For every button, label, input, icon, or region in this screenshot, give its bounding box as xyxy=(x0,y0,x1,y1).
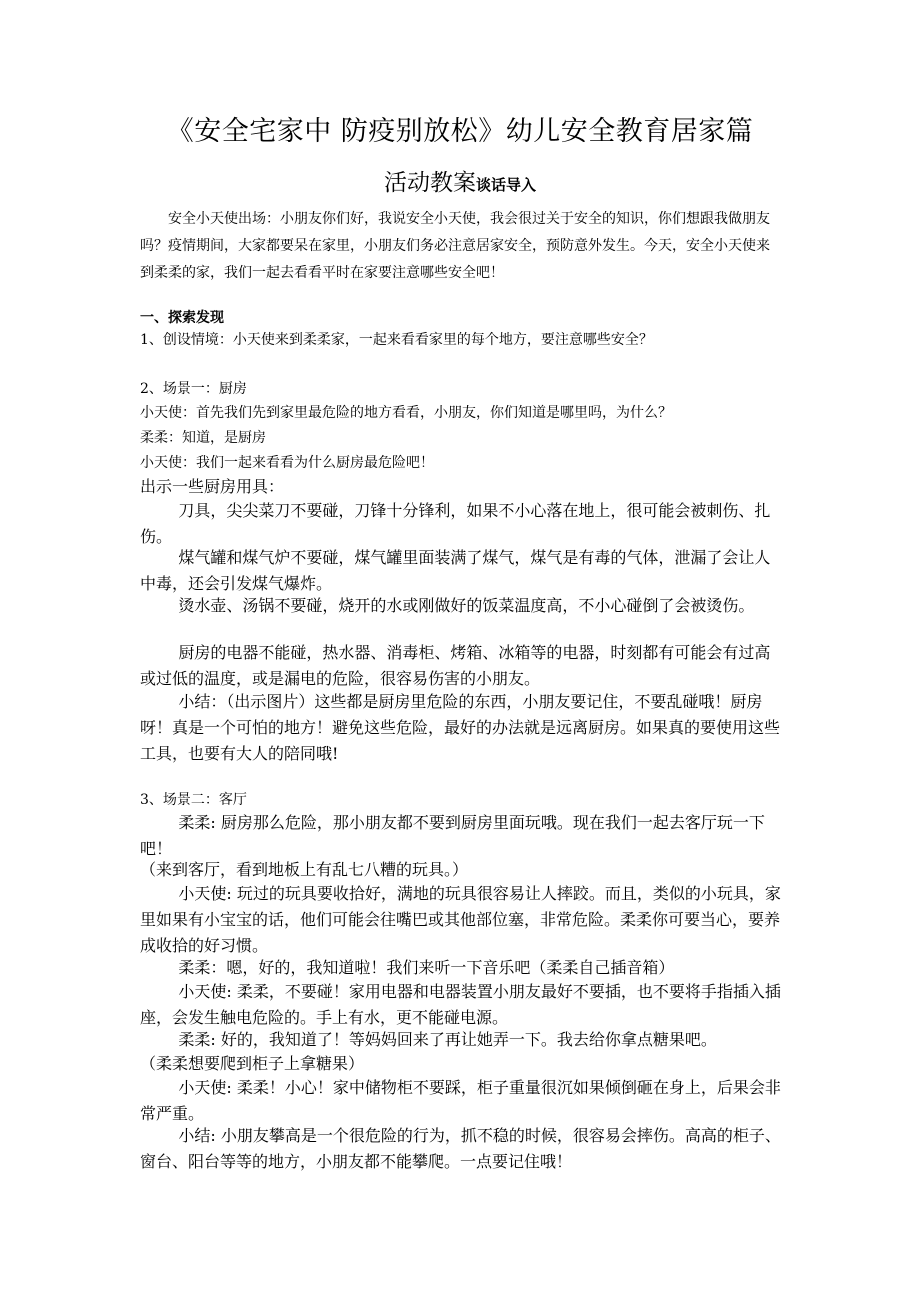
scene1-dialog-1: 小天使：首先我们先到家里最危险的地方看看，小朋友，你们知道是哪里吗，为什么？ xyxy=(140,405,672,421)
subtitle-main: 活动教案 xyxy=(383,170,476,196)
scene1-paragraph-knife: 刀具，尖尖菜刀不要碰，刀锋十分锋利，如果不小心落在地上，很可能会被刺伤、扎伤。 xyxy=(140,501,771,546)
scene2-paragraph-1: 柔柔: 厨房那么危险，那小朋友都不要到厨房里面玩哦。现在我们一起去客厅玩一下吧！ xyxy=(140,813,765,858)
scene1-summary: 小结：（出示图片）这些都是厨房里危险的东西，小朋友要记住，不要乱碰哦！厨房呀！真是一个可怕的地方！避免这些危险，最好的办法就是远离厨房。如果真的要使用这些工具，也要有大人的陪同哦! xyxy=(140,692,781,763)
subtitle-sub: 谈话导入 xyxy=(475,176,536,194)
scene2-paragraph-8: 小天使: 柔柔！小心！家中储物柜不要踩，柜子重量很沉如果倾倒砸在身上，后果会非常严重。 xyxy=(140,1078,781,1123)
scene1-dialog-3: 小天使：我们一起来看看为什么厨房最危险吧！ xyxy=(140,455,434,471)
scene2-paragraph-3: 小天使: 玩过的玩具要收拾好，满地的玩具很容易让人摔跤。而且，类似的小玩具，家里如果有小宝宝的话，他们可能会往嘴巴或其他部位塞，非常危险。柔柔你可要当心，要养成收拾的好习惯。 xyxy=(140,884,781,955)
scene2-summary: 小结: 小朋友攀高是一个很危险的行为，抓不稳的时候，很容易会摔伤。高高的柜子、窗台、阳台等等的地方，小朋友都不能攀爬。一点要记住哦！ xyxy=(140,1126,781,1171)
scene1-paragraph-appliances: 厨房的电器不能碰，热水器、消毒柜、烤箱、冰箱等的电器，时刻都有可能会有过高或过低的温度，或是漏电的危险，很容易伤害的小朋友。 xyxy=(140,643,771,688)
situation-item: 1、创设情境：小天使来到柔柔家，一起来看看家里的每个地方，要注意哪些安全？ xyxy=(140,332,653,348)
scene1-show: 出示一些厨房用具： xyxy=(140,477,285,496)
scene1-paragraph-kettle: 烫水壶、汤锅不要碰，烧开的水或刚做好的饭菜温度高，不小心碰倒了会被烫伤。 xyxy=(178,596,755,615)
scene2-paragraph-2: （来到客厅，看到地板上有乱七八糟的玩具。） xyxy=(140,860,469,879)
scene1-heading: 2、场景一：厨房 xyxy=(140,381,247,397)
document-subtitle xyxy=(0,165,920,203)
scene2-paragraph-4: 柔柔：嗯，好的，我知道啦！我们来听一下音乐吧（柔柔自己插音箱） xyxy=(178,958,675,977)
scene1-dialog-2: 柔柔：知道，是厨房 xyxy=(140,430,266,446)
document-title: 《安全宅家中 防疫别放松》幼儿安全教育居家篇 xyxy=(166,116,754,147)
scene1-paragraph-gas: 煤气罐和煤气炉不要碰，煤气罐里面装满了煤气，煤气是有毒的气体，泄漏了会让人中毒，还会引发煤气爆炸。 xyxy=(140,548,771,593)
scene2-paragraph-7: （柔柔想要爬到柜子上拿糖果） xyxy=(140,1054,365,1073)
scene2-paragraph-6: 柔柔: 好的，我知道了！等妈妈回来了再让她弄一下。我去给你拿点糖果吧。 xyxy=(178,1030,717,1049)
section-heading-explore: 一、探索发现 xyxy=(140,310,224,326)
scene2-heading: 3、场景二：客厅 xyxy=(140,792,247,808)
intro-paragraph: 安全小天使出场：小朋友你们好，我说安全小天使，我会很过关于安全的知识，你们想跟我做朋友吗？疫情期间，大家都要呆在家里，小朋友们务必注意居家安全，预防意外发生。今天，安全小天使来到柔柔的家，我们一起去看看平时在家要注意哪些安全吧！ xyxy=(140,211,770,281)
scene2-paragraph-5: 小天使: 柔柔，不要碰！家用电器和电器装置小朋友最好不要插，也不要将手指插入插座，会发生触电危险的。手上有水，更不能碰电源。 xyxy=(140,982,781,1027)
